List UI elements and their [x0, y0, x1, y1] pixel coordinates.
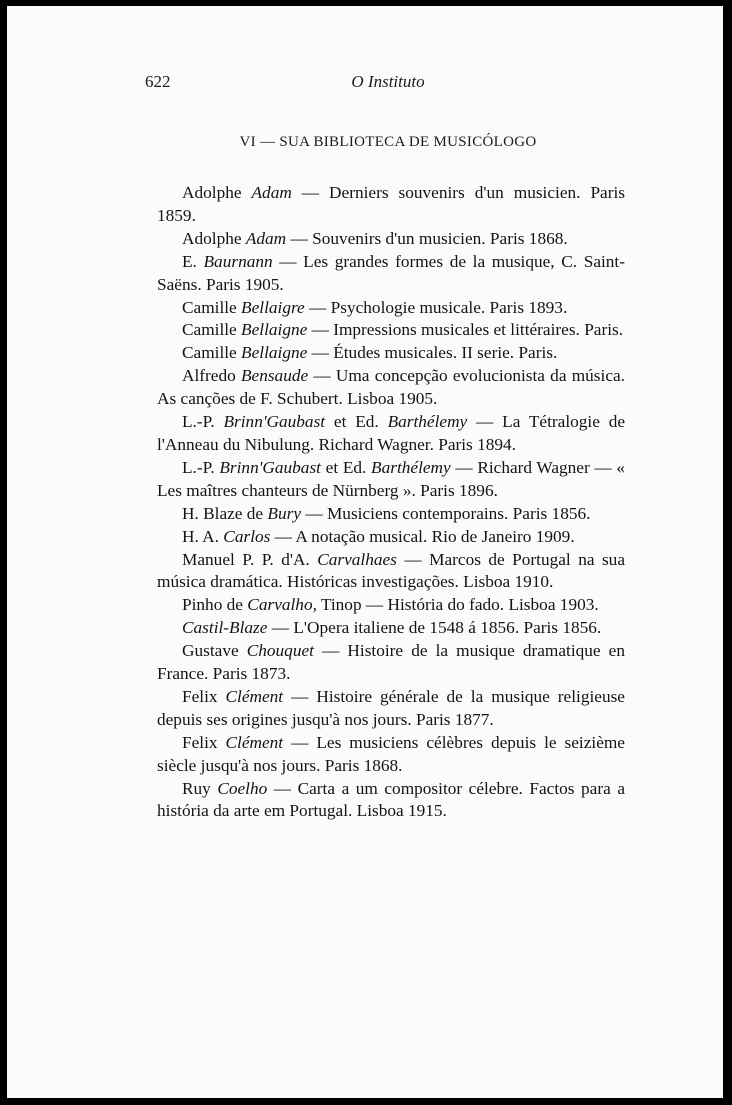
bibliography-entry: [157, 778, 625, 824]
bibliography-entry: [157, 251, 625, 297]
entry-title-text: — Les musiciens célèbres depuis le seizième siècle jusqu'à nos jours. Paris 1868.: [157, 732, 625, 775]
author-surname: Bellaigne: [241, 320, 308, 340]
entry-text: Gustave: [182, 641, 247, 661]
entry-title-text: — Études musicales. II serie. Paris.: [307, 343, 558, 363]
author-surname: Bellaigre: [241, 297, 305, 317]
author-surname: Castil-Blaze: [182, 618, 268, 638]
entry-text: Felix: [182, 732, 226, 752]
bibliography-entry: [157, 182, 625, 228]
entry-title-text: — Musiciens contemporains. Paris 1856.: [301, 503, 591, 523]
author-surname: Barthélemy: [387, 412, 468, 432]
author-surname: Chouquet: [246, 641, 314, 661]
entry-text: Adolphe: [182, 228, 246, 248]
entry-title-text: — Carta a um compositor célebre. Factos para a história da arte em Portugal. Lisboa 1915.: [157, 778, 625, 821]
entry-text: Camille: [182, 297, 242, 317]
author-surname: Carvalho,: [247, 595, 317, 615]
entry-title-text: — Les grandes formes de la musique, C. Saint-Saëns. Paris 1905.: [157, 251, 625, 294]
entry-text: Manuel P. P. d'A.: [182, 549, 318, 569]
author-surname: Clément: [225, 732, 284, 752]
bibliography-entry: [157, 640, 625, 686]
bibliography-entry: [157, 457, 625, 503]
author-surname: Baurnann: [203, 251, 273, 271]
author-surname: Barthélemy: [371, 457, 451, 477]
author-surname: Carlos: [223, 526, 271, 546]
author-surname: Bellaigne: [241, 343, 308, 363]
entry-title-text: — Histoire de la musique dramatique en France. Paris 1873.: [157, 641, 625, 684]
page-number: 622: [145, 72, 171, 91]
entry-title-text: — Souvenirs d'un musicien. Paris 1868.: [286, 228, 568, 248]
entry-text: Camille: [182, 320, 242, 340]
entry-title-text: — Marcos de Portugal na sua música dramática. Históricas investigações. Lisboa 1910.: [157, 549, 625, 592]
bibliography-entry: [157, 411, 625, 457]
author-surname: Adam: [245, 228, 287, 248]
entry-title-text: — A notação musical. Rio de Janeiro 1909.: [270, 526, 575, 546]
bibliography-entry: [157, 594, 625, 617]
entry-text: E.: [182, 251, 204, 271]
entry-title-text: — Uma concepção evolucionista da música. As canções de F. Schubert. Lisboa 1905.: [157, 366, 625, 409]
entry-title-text: — L'Opera italiene de 1548 á 1856. Paris 1856.: [267, 618, 602, 638]
running-header: [145, 72, 631, 96]
author-surname: Coelho: [217, 778, 268, 798]
entry-title-text: Tinop — História do fado. Lisboa 1903.: [316, 595, 599, 615]
author-surname: Brinn'Gaubast: [223, 412, 326, 432]
author-surname: Brinn'Gaubast: [219, 457, 321, 477]
bibliography-entry: [157, 342, 625, 365]
book-page: [7, 6, 723, 1098]
entry-title-text: — Derniers souvenirs d'un musicien. Paris 1859.: [157, 183, 626, 225]
author-surname: Carvalhaes: [317, 549, 397, 569]
entry-text: Adolphe: [182, 183, 252, 202]
section-title: VI — SUA BIBLIOTECA DE MUSICÓLOGO: [239, 134, 537, 150]
entry-text: Alfredo: [182, 366, 241, 386]
author-surname: Bensaude: [240, 366, 309, 386]
author-surname: Bury: [267, 503, 302, 523]
journal-title: O Instituto: [351, 72, 425, 91]
entry-text: et Ed.: [320, 457, 372, 477]
entry-text: H. A.: [182, 526, 224, 546]
bibliography-entry: [157, 503, 625, 526]
entry-text: L.-P.: [182, 457, 220, 477]
entry-text: et Ed.: [325, 412, 388, 432]
bibliography-entry: [157, 526, 625, 549]
entry-title-text: — Richard Wagner — « Les maîtres chanteurs de Nürnberg ». Paris 1896.: [157, 457, 626, 500]
bibliography-entry: [157, 549, 625, 595]
entry-text: Ruy: [182, 778, 218, 798]
entry-title-text: — Impressions musicales et littéraires. Paris.: [307, 320, 624, 340]
entry-text: Felix: [182, 686, 226, 706]
author-surname: Clément: [225, 686, 284, 706]
bibliography-entry: [157, 297, 625, 320]
bibliography-entry: [157, 617, 625, 640]
author-surname: Adam: [251, 183, 292, 202]
entry-text: Pinho de: [182, 595, 248, 615]
bibliography-list: [157, 182, 625, 823]
entry-title-text: — La Tétralogie de l'Anneau du Nibulung. Richard Wagner. Paris 1894.: [157, 412, 626, 454]
bibliography-entry: [157, 686, 625, 732]
entry-text: Camille: [182, 343, 242, 363]
bibliography-entry: [157, 228, 625, 251]
entry-title-text: — Histoire générale de la musique religieuse depuis ses origines jusqu'à nos jours. Paris 1877.: [157, 686, 625, 729]
entry-text: H. Blaze de: [182, 503, 268, 523]
bibliography-entry: [157, 732, 625, 778]
entry-title-text: — Psychologie musicale. Paris 1893.: [304, 297, 568, 317]
bibliography-entry: [157, 365, 625, 411]
bibliography-entry: [157, 319, 625, 342]
entry-text: L.-P.: [182, 412, 224, 432]
